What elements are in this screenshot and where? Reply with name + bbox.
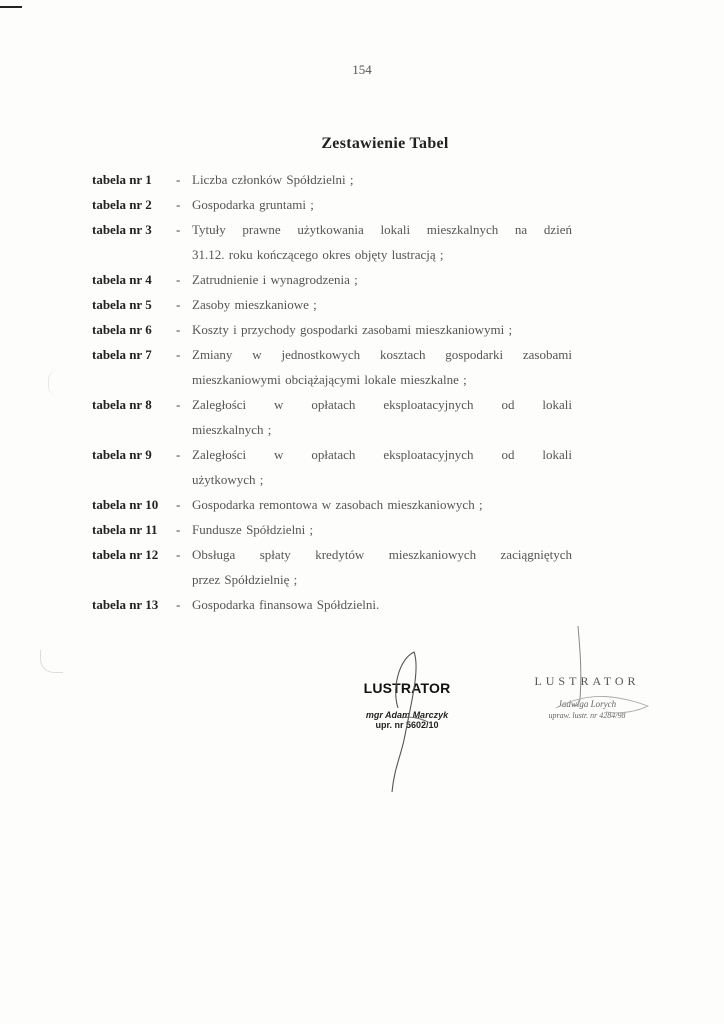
entry-description: [192, 292, 572, 317]
entry-line: Fundusze Spółdzielni ;: [192, 522, 314, 537]
page-number: 154: [352, 62, 372, 77]
table-entry: [92, 442, 572, 492]
table-entry: [92, 192, 572, 217]
table-entry: [92, 517, 572, 542]
scan-artifact: [48, 370, 63, 396]
entry-dash: -: [176, 322, 181, 337]
stamp-license: upr. nr 5602/10: [375, 720, 439, 730]
entry-description: [192, 592, 572, 617]
entry-dash: -: [176, 172, 181, 187]
entry-line: Koszty i przychody gospodarki zasobami mieszkaniowymi ;: [192, 322, 513, 337]
entry-label: tabela nr 1: [92, 172, 152, 187]
entry-dash: -: [176, 597, 181, 612]
entry-dash: -: [176, 497, 181, 512]
lustrator-stamp-left: [352, 680, 462, 730]
entry-label: tabela nr 12: [92, 547, 159, 562]
entry-dash: -: [176, 447, 181, 462]
entry-label: tabela nr 6: [92, 322, 152, 337]
table-entry: [92, 392, 572, 442]
table-entry: [92, 167, 572, 192]
entry-description: [192, 442, 572, 492]
table-entry: [92, 592, 572, 617]
lustrator-stamp-right: [512, 674, 662, 720]
stamp-title: LUSTRATOR: [534, 674, 640, 688]
entry-dash: -: [176, 547, 181, 562]
scan-artifact: [40, 650, 63, 673]
stamp-name: mgr Adam Marczyk: [365, 710, 449, 720]
entry-dash: -: [176, 272, 181, 287]
entry-line: 31.12. roku kończącego okres objęty lustracją ;: [192, 247, 444, 262]
entry-dash: -: [176, 397, 181, 412]
entry-label: tabela nr 2: [92, 197, 152, 212]
entry-dash: -: [176, 522, 181, 537]
entry-line: Obsługa spłaty kredytów mieszkaniowych zaciągniętych: [192, 547, 572, 562]
table-entry: [92, 317, 572, 342]
table-entry: [92, 292, 572, 317]
entry-label: tabela nr 3: [92, 222, 152, 237]
entry-label: tabela nr 4: [92, 272, 152, 287]
entry-label: tabela nr 8: [92, 397, 152, 412]
entry-line: przez Spółdzielnię ;: [192, 572, 298, 587]
stamp-name: Jadwiga Lorych: [557, 699, 617, 709]
entry-description: [192, 267, 572, 292]
entry-description: [192, 342, 572, 392]
entry-description: [192, 317, 572, 342]
entry-description: [192, 517, 572, 542]
entry-label: tabela nr 7: [92, 347, 152, 362]
entry-label: tabela nr 9: [92, 447, 152, 462]
entry-description: [192, 167, 572, 192]
table-list: [92, 167, 572, 617]
table-entry: [92, 267, 572, 292]
entry-description: [192, 492, 572, 517]
entry-line: Zaległości w opłatach eksploatacyjnych od lokali: [192, 397, 572, 412]
entry-label: tabela nr 11: [92, 522, 158, 537]
entry-description: [192, 542, 572, 592]
entry-line: użytkowych ;: [192, 472, 264, 487]
entry-dash: -: [176, 347, 181, 362]
entry-description: [192, 217, 572, 267]
scan-corner-mark: [0, 6, 22, 8]
page-title: Zestawienie Tabel: [321, 135, 449, 152]
table-entry: [92, 342, 572, 392]
entry-description: [192, 392, 572, 442]
stamp-license: upraw. lustr. nr 4284/98: [548, 711, 626, 720]
entry-description: [192, 192, 572, 217]
entry-line: Liczba członków Spółdzielni ;: [192, 172, 354, 187]
entry-line: Zmiany w jednostkowych kosztach gospodarki zasobami: [192, 347, 572, 362]
entry-line: Gospodarka gruntami ;: [192, 197, 314, 212]
table-entry: [92, 492, 572, 517]
entry-dash: -: [176, 197, 181, 212]
entry-line: Gospodarka remontowa w zasobach mieszkaniowych ;: [192, 497, 483, 512]
entry-line: Zaległości w opłatach eksploatacyjnych od lokali: [192, 447, 572, 462]
entry-line: Tytuły prawne użytkowania lokali mieszkalnych na dzień: [192, 222, 572, 237]
table-entry: [92, 542, 572, 592]
entry-label: tabela nr 10: [92, 497, 159, 512]
table-entry: [92, 217, 572, 267]
entry-line: Zasoby mieszkaniowe ;: [192, 297, 317, 312]
entry-dash: -: [176, 297, 181, 312]
entry-dash: -: [176, 222, 181, 237]
stamp-title: LUSTRATOR: [363, 680, 451, 696]
entry-line: mieszkalnych ;: [192, 422, 272, 437]
entry-line: mieszkaniowymi obciążającymi lokale mieszkalne ;: [192, 372, 467, 387]
entry-line: Zatrudnienie i wynagrodzenia ;: [192, 272, 358, 287]
entry-label: tabela nr 5: [92, 297, 152, 312]
entry-label: tabela nr 13: [92, 597, 159, 612]
entry-line: Gospodarka finansowa Spółdzielni.: [192, 597, 380, 612]
